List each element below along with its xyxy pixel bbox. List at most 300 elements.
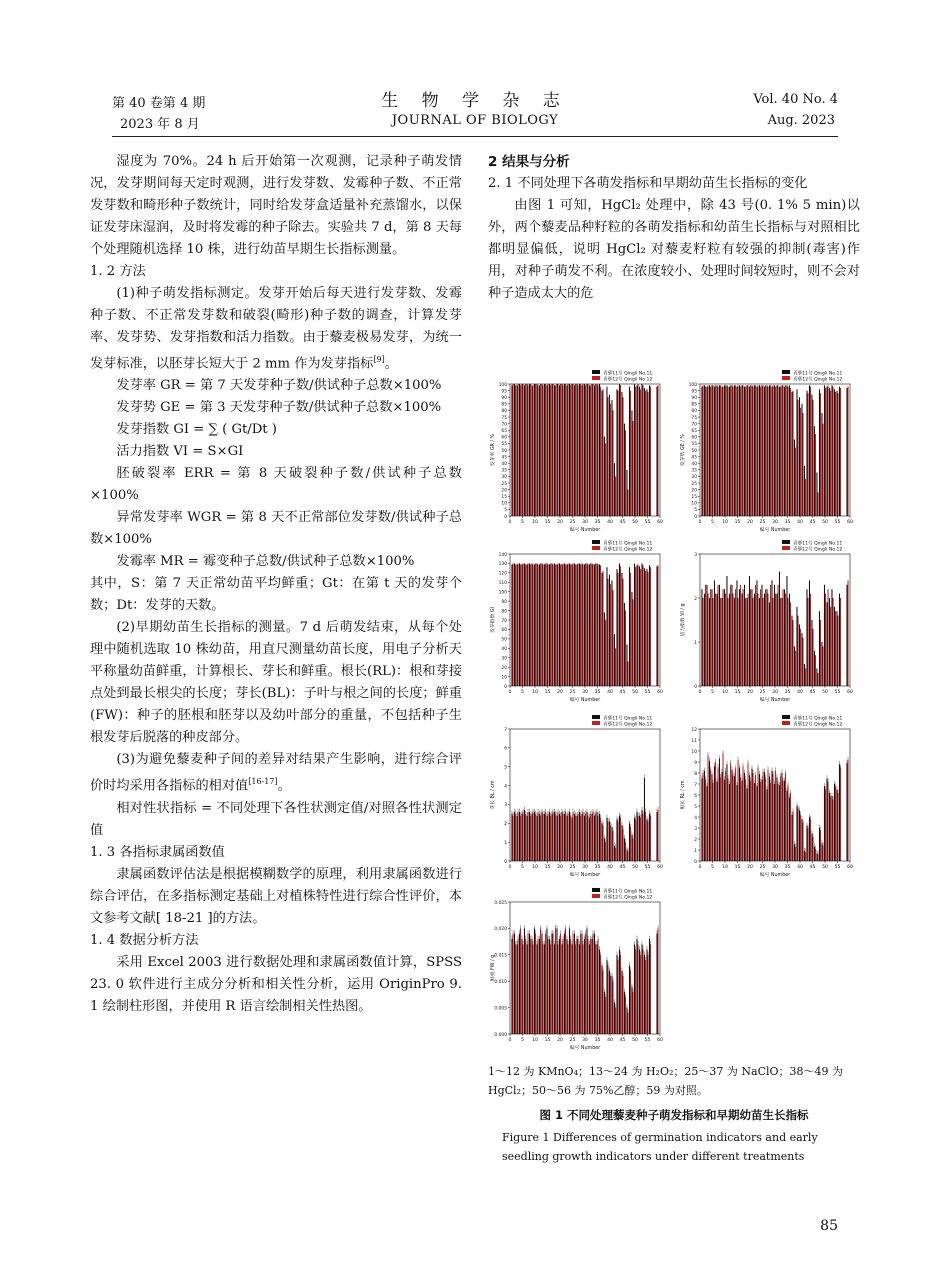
bar bbox=[723, 387, 724, 516]
bar bbox=[606, 960, 607, 1034]
bar bbox=[616, 955, 617, 1034]
bar bbox=[518, 939, 519, 1034]
bar bbox=[591, 814, 592, 861]
bar bbox=[644, 955, 645, 1034]
bar bbox=[548, 564, 549, 686]
bar bbox=[586, 928, 587, 1034]
paragraph-text: (3)为避免藜麦种子间的差异对结果产生影响，进行综合评价时均采用各指标的相对值 bbox=[90, 752, 462, 794]
bar bbox=[544, 564, 545, 686]
bar bbox=[514, 384, 515, 516]
x-tick-label: 35 bbox=[594, 865, 601, 870]
bar bbox=[580, 564, 581, 686]
bar bbox=[536, 816, 537, 861]
bar bbox=[706, 786, 707, 861]
bar bbox=[558, 384, 559, 516]
bar bbox=[765, 385, 766, 516]
bar bbox=[608, 397, 609, 516]
bar bbox=[544, 814, 545, 861]
bar bbox=[760, 782, 761, 861]
x-tick-label: 5 bbox=[711, 520, 714, 525]
bar bbox=[580, 384, 581, 516]
bar bbox=[754, 385, 755, 516]
bar bbox=[579, 384, 580, 516]
bar bbox=[588, 816, 589, 861]
formula-mr: 发霉率 MR = 霉变种子总数/供试种子总数×100% bbox=[116, 554, 415, 570]
bar bbox=[548, 384, 549, 516]
bar bbox=[565, 812, 566, 861]
bar bbox=[589, 564, 590, 686]
bar bbox=[576, 939, 577, 1034]
bar bbox=[780, 598, 781, 686]
bar bbox=[560, 384, 561, 516]
bar bbox=[631, 986, 632, 1034]
bar bbox=[829, 598, 830, 686]
bar bbox=[630, 573, 631, 686]
bar bbox=[595, 384, 596, 516]
bar bbox=[808, 828, 809, 861]
bar bbox=[848, 760, 849, 861]
section-heading-2-1: 2. 1 不同处理下各萌发指标和早期幼苗生长指标的变化 bbox=[488, 176, 808, 191]
legend-swatch bbox=[592, 721, 600, 725]
x-tick-label: 50 bbox=[632, 690, 638, 695]
y-tick-label: 30 bbox=[501, 475, 507, 481]
bar bbox=[710, 387, 711, 516]
y-tick-label: 25 bbox=[501, 481, 507, 487]
bar bbox=[730, 585, 731, 686]
y-tick-label: 75 bbox=[691, 415, 697, 421]
bar bbox=[739, 385, 740, 516]
bar bbox=[638, 944, 639, 1034]
bar bbox=[764, 772, 765, 861]
x-tick-label: 5 bbox=[521, 520, 524, 525]
bar bbox=[595, 944, 596, 1034]
bar bbox=[810, 387, 811, 516]
bar bbox=[789, 385, 790, 516]
bar bbox=[579, 563, 580, 686]
bar bbox=[598, 816, 599, 861]
bar bbox=[641, 810, 642, 861]
x-tick-label: 55 bbox=[834, 865, 841, 870]
bar bbox=[751, 385, 752, 516]
y-axis-label: 芽长 BL / cm bbox=[491, 780, 496, 810]
bar bbox=[621, 392, 622, 516]
bar bbox=[771, 580, 772, 686]
bar bbox=[553, 384, 554, 516]
bar bbox=[764, 387, 765, 516]
bar bbox=[618, 573, 619, 686]
bar bbox=[625, 611, 626, 686]
bar bbox=[839, 594, 840, 686]
bar bbox=[639, 387, 640, 516]
x-tick-label: 0 bbox=[508, 865, 512, 870]
bar bbox=[530, 564, 531, 686]
paragraph-results: 由图 1 可知，HgCl₂ 处理中，除 43 号(0. 1% 5 min)以外，两个藜麦品种籽粒的各萌发指标和幼苗生长指标与对照相比都明显偏低，说明 HgCl₂ 对藜麦籽粒有较强的抑制(毒害)作用，对种子萌发不利。在浓度较小、处理时间较短时，则不会对种子造成太大的危 bbox=[488, 198, 860, 301]
bar bbox=[771, 771, 772, 861]
bar bbox=[563, 385, 564, 516]
bar bbox=[590, 814, 591, 861]
bar bbox=[519, 812, 520, 861]
bar bbox=[815, 434, 816, 516]
bar bbox=[758, 768, 759, 862]
bar bbox=[594, 816, 595, 861]
bar bbox=[565, 928, 566, 1034]
bar bbox=[838, 393, 839, 516]
bar bbox=[524, 385, 525, 516]
bar bbox=[546, 385, 547, 516]
bar bbox=[614, 1002, 615, 1034]
bar bbox=[524, 810, 525, 861]
bar bbox=[594, 385, 595, 516]
bar bbox=[746, 598, 747, 686]
y-tick-label: 0 bbox=[504, 514, 507, 520]
bar bbox=[643, 950, 644, 1034]
bar bbox=[540, 563, 541, 686]
bar bbox=[708, 594, 709, 686]
bar bbox=[638, 384, 639, 516]
x-axis-label: 编号 Number bbox=[569, 698, 601, 703]
bar bbox=[571, 384, 572, 516]
bar bbox=[555, 814, 556, 861]
bar bbox=[818, 854, 819, 861]
x-axis-label: 编号 Number bbox=[759, 698, 791, 703]
x-tick-label: 60 bbox=[657, 690, 663, 695]
bar bbox=[629, 387, 630, 516]
bar bbox=[623, 397, 624, 516]
bar bbox=[818, 492, 819, 516]
bar bbox=[524, 563, 525, 686]
bar bbox=[801, 404, 802, 516]
bar bbox=[593, 564, 594, 686]
bar bbox=[635, 820, 636, 861]
y-tick-label: 0.025 bbox=[494, 900, 507, 906]
bar bbox=[715, 762, 716, 861]
bar bbox=[708, 755, 709, 861]
y-tick-label: 6 bbox=[694, 793, 697, 799]
bar bbox=[601, 391, 602, 516]
bar bbox=[580, 934, 581, 1034]
bar bbox=[641, 563, 642, 686]
header-rule bbox=[112, 136, 838, 137]
legend-swatch bbox=[592, 715, 600, 719]
bar bbox=[615, 476, 616, 516]
bar bbox=[780, 776, 781, 861]
bar bbox=[533, 944, 534, 1034]
bar bbox=[625, 842, 626, 861]
bar bbox=[560, 564, 561, 686]
bar bbox=[534, 384, 535, 516]
x-tick-label: 45 bbox=[809, 520, 816, 525]
x-tick-label: 10 bbox=[722, 520, 728, 525]
bar bbox=[596, 944, 597, 1034]
bar bbox=[816, 472, 817, 516]
bar bbox=[650, 567, 651, 686]
bar bbox=[656, 812, 657, 861]
bar bbox=[585, 934, 586, 1034]
bar bbox=[744, 585, 745, 686]
y-tick-label: 90 bbox=[501, 599, 507, 605]
y-tick-label: 0.010 bbox=[494, 980, 507, 985]
bar bbox=[565, 384, 566, 516]
bar bbox=[705, 585, 706, 686]
bar bbox=[525, 564, 526, 686]
bar bbox=[753, 773, 754, 861]
panel-gi bbox=[488, 538, 666, 710]
bar bbox=[805, 852, 806, 861]
bar bbox=[531, 814, 532, 861]
bar bbox=[829, 388, 830, 516]
bar bbox=[570, 816, 571, 861]
bar bbox=[794, 845, 795, 862]
bar bbox=[588, 384, 589, 516]
bar bbox=[623, 976, 624, 1034]
x-tick-label: 45 bbox=[619, 690, 626, 695]
y-tick-label: 20 bbox=[691, 488, 697, 494]
x-tick-label: 10 bbox=[722, 690, 728, 695]
bar bbox=[801, 819, 802, 861]
bar bbox=[584, 816, 585, 861]
bar bbox=[648, 821, 649, 861]
x-tick-label: 60 bbox=[657, 1038, 663, 1043]
figure-1 bbox=[488, 368, 860, 1058]
bar bbox=[613, 981, 614, 1034]
bar bbox=[593, 812, 594, 861]
bar bbox=[830, 796, 831, 861]
y-tick-label: 65 bbox=[501, 429, 507, 434]
x-tick-label: 40 bbox=[607, 690, 613, 695]
bar bbox=[846, 388, 847, 516]
y-tick-label: 130 bbox=[498, 562, 507, 568]
bar bbox=[578, 563, 579, 686]
bar bbox=[618, 960, 619, 1034]
citation: [9] bbox=[373, 355, 385, 364]
bar bbox=[609, 395, 610, 516]
bar bbox=[614, 463, 615, 516]
bar bbox=[718, 585, 719, 686]
bar bbox=[731, 585, 732, 686]
bar bbox=[541, 934, 542, 1034]
bar bbox=[763, 385, 764, 516]
bar bbox=[774, 784, 775, 861]
x-tick-label: 20 bbox=[557, 520, 563, 525]
bar bbox=[750, 589, 751, 686]
bar bbox=[703, 385, 704, 516]
y-tick-label: 80 bbox=[501, 609, 507, 615]
bar bbox=[579, 812, 580, 861]
bar bbox=[573, 812, 574, 861]
bar bbox=[764, 594, 765, 686]
bar bbox=[751, 769, 752, 861]
bar bbox=[588, 564, 589, 686]
bar bbox=[550, 385, 551, 516]
bar bbox=[711, 385, 712, 516]
bar bbox=[724, 589, 725, 686]
bar bbox=[794, 646, 795, 686]
bar bbox=[575, 384, 576, 516]
bar bbox=[718, 768, 719, 862]
bar bbox=[514, 934, 515, 1034]
bar bbox=[568, 384, 569, 516]
bar bbox=[808, 598, 809, 686]
bar bbox=[569, 812, 570, 861]
bar bbox=[604, 838, 605, 861]
bar bbox=[821, 642, 822, 686]
bar bbox=[731, 385, 732, 516]
page-header bbox=[0, 0, 950, 140]
bar bbox=[644, 778, 645, 861]
bar bbox=[570, 564, 571, 686]
bar bbox=[815, 849, 816, 861]
x-tick-label: 10 bbox=[532, 865, 538, 870]
bar bbox=[819, 611, 820, 686]
bar bbox=[535, 563, 536, 686]
bar bbox=[603, 971, 604, 1034]
bar bbox=[721, 387, 722, 516]
bar bbox=[636, 385, 637, 516]
bar bbox=[709, 385, 710, 516]
y-tick-label: 0.000 bbox=[494, 1032, 507, 1038]
x-tick-label: 45 bbox=[809, 865, 816, 870]
formula-gr: 发芽率 GR = 第 7 天发芽种子数/供试种子总数×100% bbox=[116, 378, 442, 394]
bar bbox=[790, 793, 791, 861]
bar bbox=[834, 389, 835, 516]
bar bbox=[611, 400, 612, 516]
bar bbox=[626, 645, 627, 686]
bar bbox=[514, 563, 515, 686]
x-tick-label: 40 bbox=[607, 520, 613, 525]
bar bbox=[739, 768, 740, 862]
y-tick-label: 45 bbox=[501, 455, 507, 461]
bar bbox=[528, 934, 529, 1034]
bar bbox=[554, 944, 555, 1034]
bar bbox=[539, 564, 540, 686]
bar bbox=[524, 928, 525, 1034]
bar bbox=[629, 567, 630, 686]
legend-label: 青藜12号 Qingli No.12 bbox=[603, 895, 653, 901]
bar bbox=[556, 928, 557, 1034]
bar bbox=[789, 797, 790, 861]
bar bbox=[823, 846, 824, 861]
bar bbox=[598, 939, 599, 1034]
y-axis-label: 发芽势 GE / % bbox=[681, 434, 686, 466]
bar bbox=[726, 764, 727, 861]
x-tick-label: 45 bbox=[619, 1038, 626, 1043]
paragraph: 湿度为 70%。24 h 后开始第一次观测，记录种子萌发情况，发芽期间每天定时观测，进行发芽数、发霉种子数、不正常发芽数和畸形种子数统计，同时给发芽盒适量补充蒸馏水，以保证发芽床湿润，及时将发霉的种子除去。实验共 7 d，第 8 天每个处理随机选择 10 株，进行幼苗早期生长指标测量。 bbox=[90, 154, 462, 257]
bar bbox=[648, 572, 649, 686]
x-tick-label: 60 bbox=[847, 865, 853, 870]
bar bbox=[820, 620, 821, 686]
bar bbox=[758, 594, 759, 686]
bar bbox=[835, 392, 836, 516]
formula-definitions: 其中，S：第 7 天正常幼苗平均鲜重；Gt：在第 t 天的发芽个数；Dt：发芽的天数。 bbox=[90, 576, 462, 614]
y-tick-label: 40 bbox=[501, 462, 507, 467]
bar bbox=[604, 612, 605, 686]
legend-label: 青藜11号 Qingli No.11 bbox=[793, 371, 843, 377]
bar bbox=[546, 816, 547, 861]
bar bbox=[773, 598, 774, 686]
bar bbox=[775, 771, 776, 861]
bar bbox=[545, 563, 546, 686]
bar bbox=[828, 385, 829, 516]
x-tick-label: 5 bbox=[711, 690, 714, 695]
bar bbox=[636, 939, 637, 1034]
legend-swatch bbox=[782, 376, 790, 380]
bar bbox=[778, 784, 779, 861]
y-tick-label: 4 bbox=[694, 815, 697, 821]
bar bbox=[516, 564, 517, 686]
bar bbox=[560, 934, 561, 1034]
y-tick-label: 120 bbox=[498, 571, 507, 577]
bar bbox=[806, 391, 807, 516]
bar bbox=[550, 563, 551, 686]
bar bbox=[578, 814, 579, 861]
bar bbox=[561, 384, 562, 516]
x-tick-label: 60 bbox=[847, 520, 853, 525]
publication-date-en: Aug. 2023 bbox=[767, 113, 835, 128]
bar bbox=[713, 385, 714, 516]
paragraph-methods-2: (2)早期幼苗生长指标的测量。7 d 后萌发结束，从每个处理中随机选取 10 株幼苗，用直尺测量幼苗长度，用电子分析天平称量幼苗鲜重，计算根长、芽长和鲜重。根长(RL)：根和芽接点处到最长根尖的长度；芽长(BL)：子叶与根之间的长度；鲜重(FW)：种子的胚根和胚芽以及幼叶部分的重量，不包括种子生根发芽后脱落的种皮部分。 bbox=[90, 620, 462, 746]
x-tick-label: 20 bbox=[557, 1038, 563, 1043]
bar bbox=[631, 410, 632, 516]
bar bbox=[813, 400, 814, 516]
bar bbox=[759, 598, 760, 686]
legend-swatch bbox=[592, 376, 600, 380]
bar bbox=[729, 387, 730, 516]
x-tick-label: 50 bbox=[822, 520, 828, 525]
bar bbox=[835, 786, 836, 861]
bar bbox=[610, 404, 611, 516]
y-axis-label: 发芽率 GR / % bbox=[491, 433, 496, 467]
chart-rl bbox=[678, 713, 856, 885]
bar bbox=[559, 563, 560, 686]
x-tick-label: 40 bbox=[797, 865, 803, 870]
bar bbox=[769, 602, 770, 686]
bar bbox=[609, 821, 610, 861]
bar bbox=[555, 564, 556, 686]
x-tick-label: 15 bbox=[544, 520, 551, 525]
y-tick-label: 85 bbox=[691, 402, 697, 408]
legend-label: 青藜11号 Qingli No.11 bbox=[793, 716, 843, 722]
bar bbox=[739, 589, 740, 686]
x-tick-label: 30 bbox=[772, 865, 778, 870]
bar bbox=[540, 384, 541, 516]
y-tick-label: 15 bbox=[691, 495, 697, 500]
legend-swatch bbox=[782, 370, 790, 374]
x-tick-label: 35 bbox=[594, 1038, 601, 1043]
x-tick-label: 0 bbox=[698, 690, 702, 695]
bar bbox=[781, 773, 782, 861]
y-tick-label: 30 bbox=[501, 656, 507, 662]
bar bbox=[719, 585, 720, 686]
bar bbox=[636, 812, 637, 861]
bar bbox=[511, 814, 512, 861]
bar bbox=[754, 594, 755, 686]
bar bbox=[619, 563, 620, 686]
chart-gr bbox=[488, 368, 666, 540]
bar bbox=[528, 812, 529, 861]
bar bbox=[584, 564, 585, 686]
x-tick-label: 60 bbox=[847, 690, 853, 695]
bar bbox=[535, 934, 536, 1034]
bar bbox=[774, 585, 775, 686]
bar bbox=[518, 812, 519, 861]
y-tick-label: 0 bbox=[694, 514, 697, 520]
bar bbox=[740, 585, 741, 686]
y-tick-label: 80 bbox=[501, 409, 507, 415]
bar bbox=[779, 785, 780, 861]
bar bbox=[620, 385, 621, 516]
x-tick-label: 55 bbox=[834, 520, 841, 525]
bar bbox=[796, 389, 797, 516]
